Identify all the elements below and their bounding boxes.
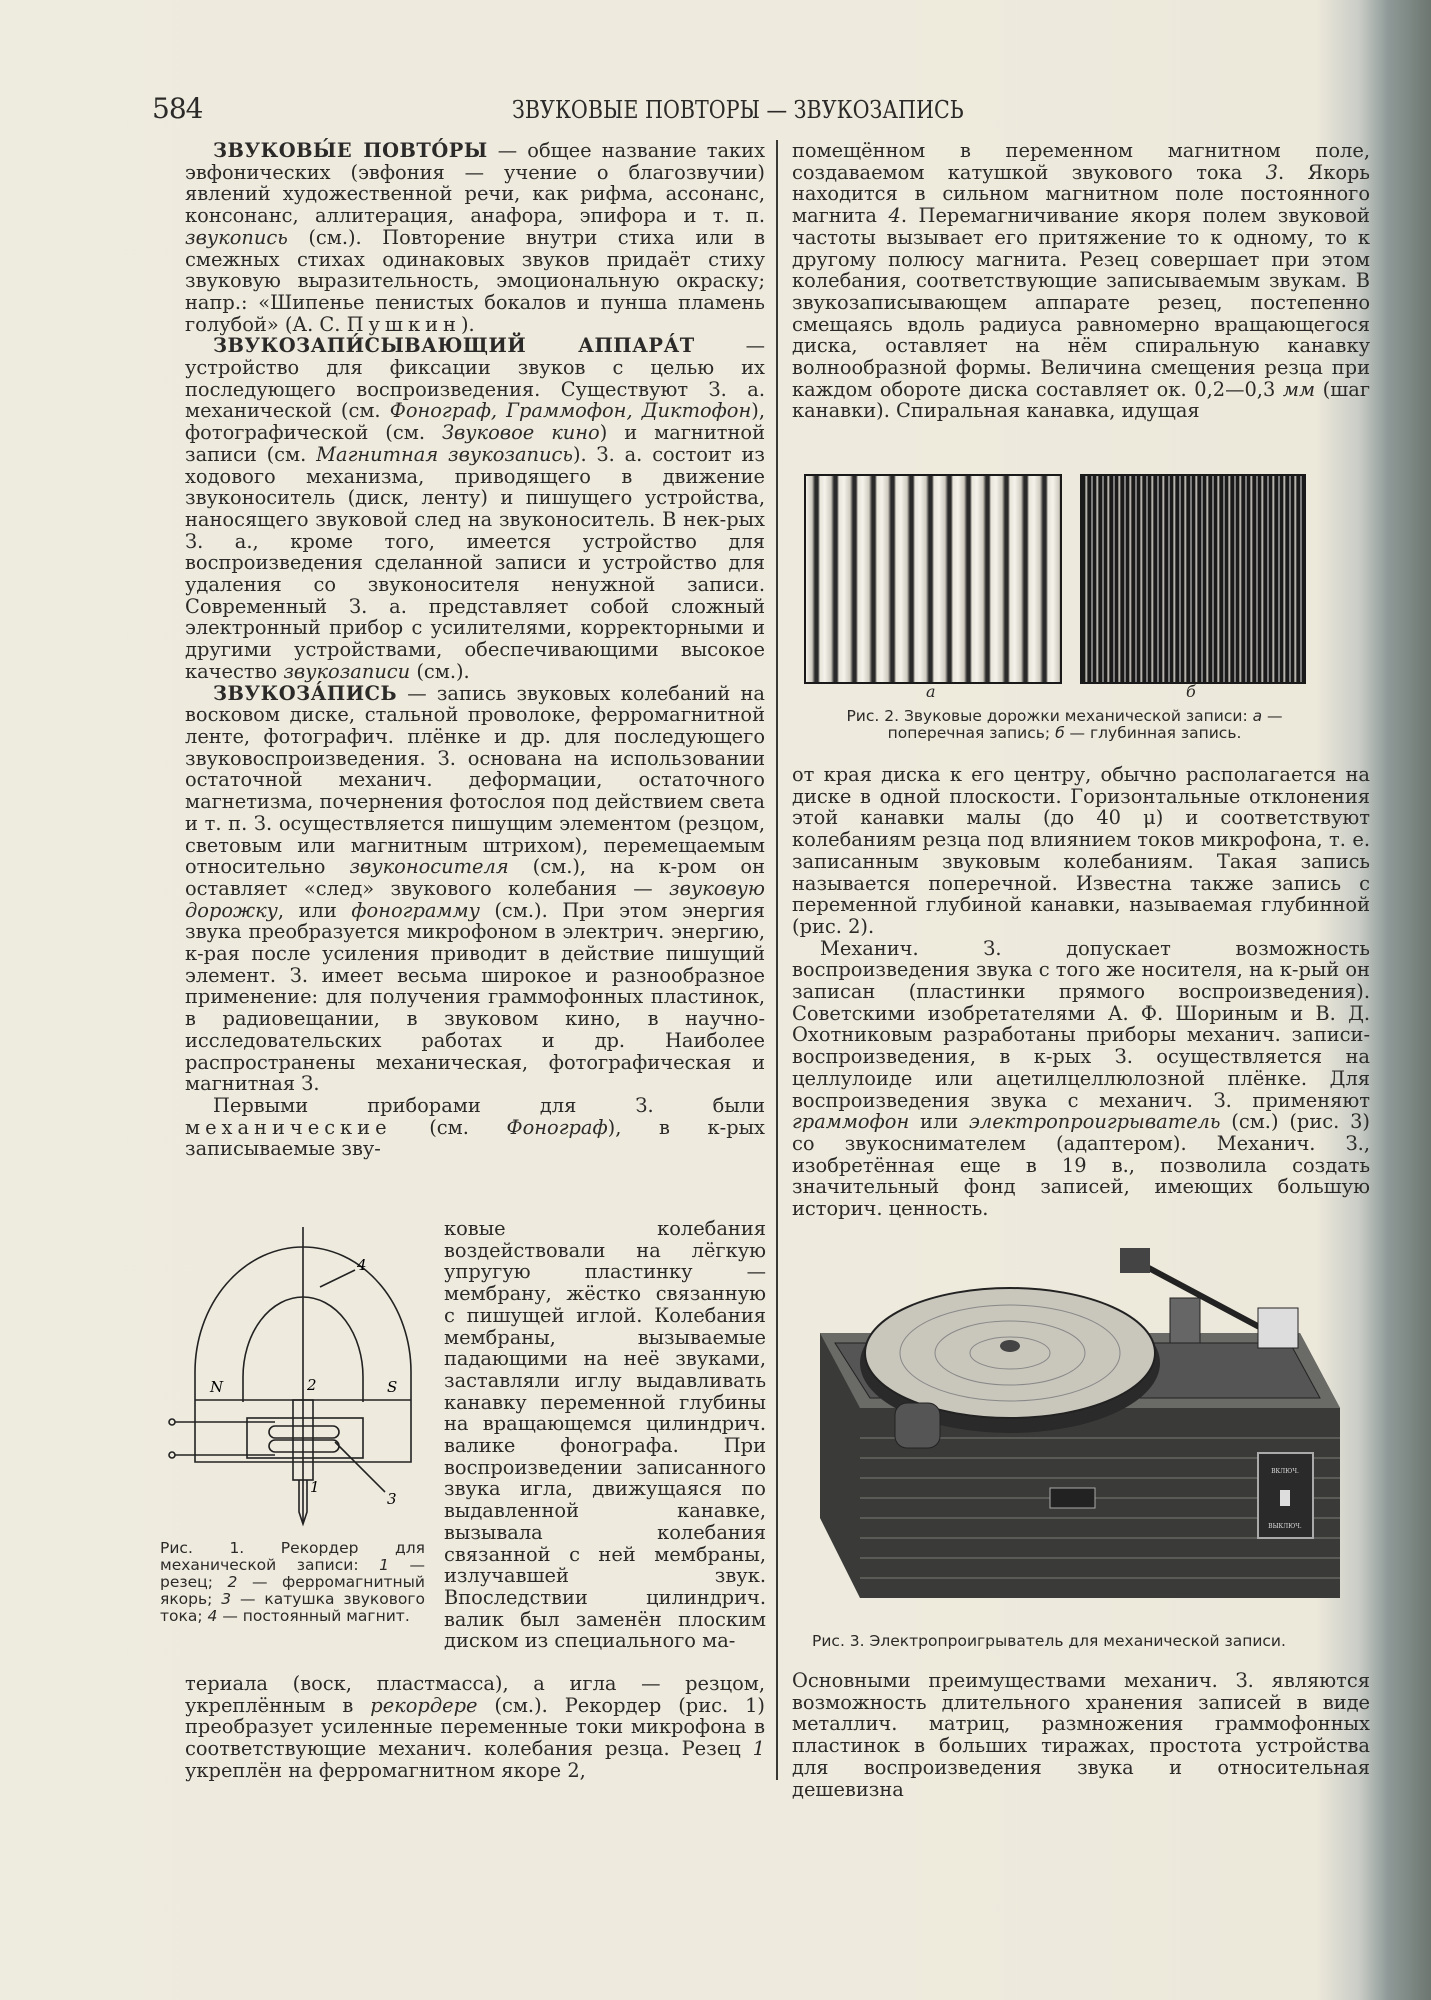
paragraph: от края диска к его центру, обычно располагается на диске в одной плоскости. Горизонтальные отклонения этой канавки малы (до 40 μ) и соответствуют колебаниям резца под влиянием токов микрофона, т. е. записанным звуковым колебаниям. Такая запись называется поперечной. Известна также запись с переменной глубиной канавки, называемая глубинной (рис. 2).: [792, 763, 1370, 938]
cross-reference-link[interactable]: Фонограф, Граммофон, Диктофон: [389, 399, 752, 423]
author-name: Пушкин: [346, 312, 461, 336]
cross-reference-link[interactable]: звукопись: [185, 225, 288, 249]
figure-3-record-player-image: [800, 1238, 1360, 1618]
right-column: [792, 140, 1370, 422]
running-head: ЗВУКОВЫЕ ПОВТОРЫ — ЗВУКОЗАПИСЬ: [512, 96, 964, 124]
figure-1-caption: Рис. 1. Рекордер для механической записи: 1 — резец; 2 — ферромагнитный якорь; 3 — катушка звукового тока; 4 — постоянный магнит.: [160, 1539, 425, 1625]
label-1: 1: [310, 1478, 320, 1496]
figure-3-caption: Рис. 3. Электропроигрыватель для механической записи.: [812, 1632, 1286, 1650]
label-3: 3: [387, 1490, 397, 1508]
paragraph: Механич. З. допускает возможность воспроизведения звука с того же носителя, на к-рый он записан (пластинки прямого воспроизведения). Советскими изобретателями А. Ф. Шориным и В. Д. Охотниковым разработаны приборы механич. записи-воспроизведения, в к-рых З. осуществляется на целлулоиде или ацетилцеллюлозной плёнке. Для воспроизведения звука с механич. З. применяют граммофон или электропроигрыватель (см.) (рис. 3) со звукоснимателем (адаптером). Механич. З., изобретённая еще в 19 в., позволила создать значительный фонд записей, имеющих большую историч. ценность.: [792, 936, 1370, 1221]
figure-2b-depth-groove-image: [1080, 474, 1306, 684]
power-off-label: ВЫКЛЮЧ.: [1268, 1523, 1302, 1530]
article-term: ЗВУКОВЫ́Е ПОВТО́РЫ: [213, 139, 488, 162]
figure-1-recorder-diagram: [155, 1222, 450, 1532]
article-term: ЗВУКОЗА́ПИСЬ: [213, 681, 397, 705]
cross-reference-link[interactable]: рекордере: [370, 1693, 478, 1717]
column-divider: [776, 140, 778, 1780]
figure-2-caption: Рис. 2. Звуковые дорожки механической записи: а — поперечная запись; б — глубинная запись.: [846, 707, 1283, 742]
label-n: N: [210, 1378, 224, 1396]
cross-reference-link[interactable]: звуконосителя: [349, 855, 509, 879]
paragraph: помещённом в переменном магнитном поле, создаваемом катушкой звукового тока 3. Якорь находится в сильном магнитном поле постоянного магнита 4. Перемагничивание якоря полем звуковой частоты вызывает его притяжение то к одному, то к другому полюсу магнита. Резец совершает при этом колебания, соответствующие записываемым звукам. В звукозаписывающем аппарате резец, постепенно смещаясь вдоль радиуса равномерно вращающегося диска, оставляет на нём спиральную канавку волнообразной формы. Величина смещения резца при каждом обороте диска составляет ок. 0,2—0,3 мм (шаг канавки). Спиральная канавка, идущая: [792, 139, 1370, 423]
cross-reference-link[interactable]: граммофон: [792, 1110, 910, 1134]
cross-reference-link[interactable]: звукозаписи: [283, 659, 411, 683]
cross-reference-link[interactable]: Звуковое кино: [441, 421, 600, 445]
figure-2a-label: а: [926, 682, 936, 701]
article-zvukozapisyvayushchiy-apparat: ЗВУКОЗАПИ́СЫВАЮЩИЙ АППАРА́Т — устройство для фиксации звуков с целью их последующего воспроизведения. Существуют З. а. механической (см. Фонограф, Граммофон, Диктофон), фотографической (см. Звуковое кино) и магнитной записи (см. Магнитная звукозапись). З. а. состоит из ходового механизма, приводящего в движение звуконоситель (диск, ленту) и пишущего устройства, наносящего звуковой след на звуконоситель. В нек-рых З. а., кроме того, имеется устройство для воспроизведения сделанной записи и устройство для удаления со звуконосителя ненужной записи. Современный З. а. представляет собой сложный электронный прибор с усилителями, корректорными и другими устройствами, обеспечивающими высокое качество звукозаписи (см.).: [185, 334, 766, 683]
right-column-middle: [792, 764, 1370, 1220]
power-switch-icon: [1280, 1490, 1290, 1506]
article-zvukovye-povtory: ЗВУКОВЫ́Е ПОВТО́РЫ — общее название таких эвфонических (эвфония — учение о благозвучии) явлений художественной речи, как рифма, ассонанс, консонанс, аллитерация, анафора, эпифора и т. п. звукопись (см.). Повторение внутри стиха или в смежных стихах одинаковых звуков придаёт стиху звуковую выразительность, эмоциональную окраску; напр.: «Шипенье пенистых бокалов и пунша пламень голубой» (А. С. Пушкин).: [185, 139, 765, 336]
article-term: ЗВУКОЗАПИ́СЫВАЮЩИЙ АППАРА́Т: [213, 334, 695, 358]
figure-2a-transverse-groove-image: [804, 474, 1062, 684]
figure-2b-label: б: [1186, 682, 1196, 701]
paragraph: Первыми приборами для З. были механические (см. Фонограф), в к-рых записываемые зву-: [185, 1093, 765, 1161]
figure-1-wrap-text: ковые колебания воздействовали на лёгкую упругую пластинку — мембрану, жёстко связанную с пишущей иглой. Колебания мембраны, вызываемые падающими на неё звуками, заставляли иглу выдавливать канавку переменной глубины на вращающемся цилиндрич. валике фонографа. При воспроизведении записанного звука игла, движущаяся по выдавленной канавке, вызывала колебания связанной с ней мембраны, излучавшей звук. Впоследствии цилиндрич. валик был заменён плоским диском из специального ма-: [444, 1217, 766, 1653]
power-on-label: ВКЛЮЧ.: [1271, 1468, 1299, 1475]
left-column-tail: териала (воск, пластмасса), а игла — резцом, укреплённым в рекордере (см.). Рекордер (рис. 1) преобразует усиленные переменные токи микрофона в соответствующие механич. колебания резца. Резец 1 укреплён на ферромагнитном якоре 2,: [185, 1672, 765, 1782]
cross-reference-link[interactable]: Магнитная звукозапись: [316, 442, 573, 466]
label-4: 4: [357, 1256, 367, 1274]
cross-reference-link[interactable]: звуковую дорожку: [185, 876, 765, 922]
article-zvukozapis: ЗВУКОЗА́ПИСЬ — запись звуковых колебаний на восковом диске, стальной проволоке, ферромагнитной ленте, фотографич. плёнке и др. для последующего звуковоспроизведения. З. основана на использовании остаточной механич. деформации, остаточного магнетизма, почернения фотослоя под действием света и т. п. З. осуществляется пишущим элементом (резцом, световым или магнитным штрихом), перемещаемым относительно звуконосителя (см.), на к-ром он оставляет «след» звукового колебания — звуковую дорожку, или фонограмму (см.). При этом энергия звука преобразуется микрофоном в электрич. энергию, к-рая после усиления приводит в действие пишущий элемент. З. имеет весьма широкое и разнообразное применение: для получения граммофонных пластинок, в радиовещании, в звуковом кино, в научно-исследовательских работах и др. Наиболее распространены механическая, фотографическая и магнитная З.: [185, 681, 766, 1096]
label-s: S: [387, 1378, 398, 1396]
right-column-tail: Основными преимуществами механич. З. являются возможность длительного хранения записей в виде металлич. матриц, размножения граммофонных пластинок в больших тиражах, простота устройства для воспроизведения звука и относительная дешевизна: [792, 1669, 1370, 1801]
page-number: 584: [152, 92, 203, 125]
cross-reference-link[interactable]: фонограмму: [351, 898, 480, 922]
label-2: 2: [307, 1376, 317, 1394]
cross-reference-link[interactable]: электропроигрыватель: [969, 1110, 1221, 1134]
left-column: [185, 140, 765, 1160]
cross-reference-link[interactable]: Фонограф: [506, 1115, 608, 1139]
